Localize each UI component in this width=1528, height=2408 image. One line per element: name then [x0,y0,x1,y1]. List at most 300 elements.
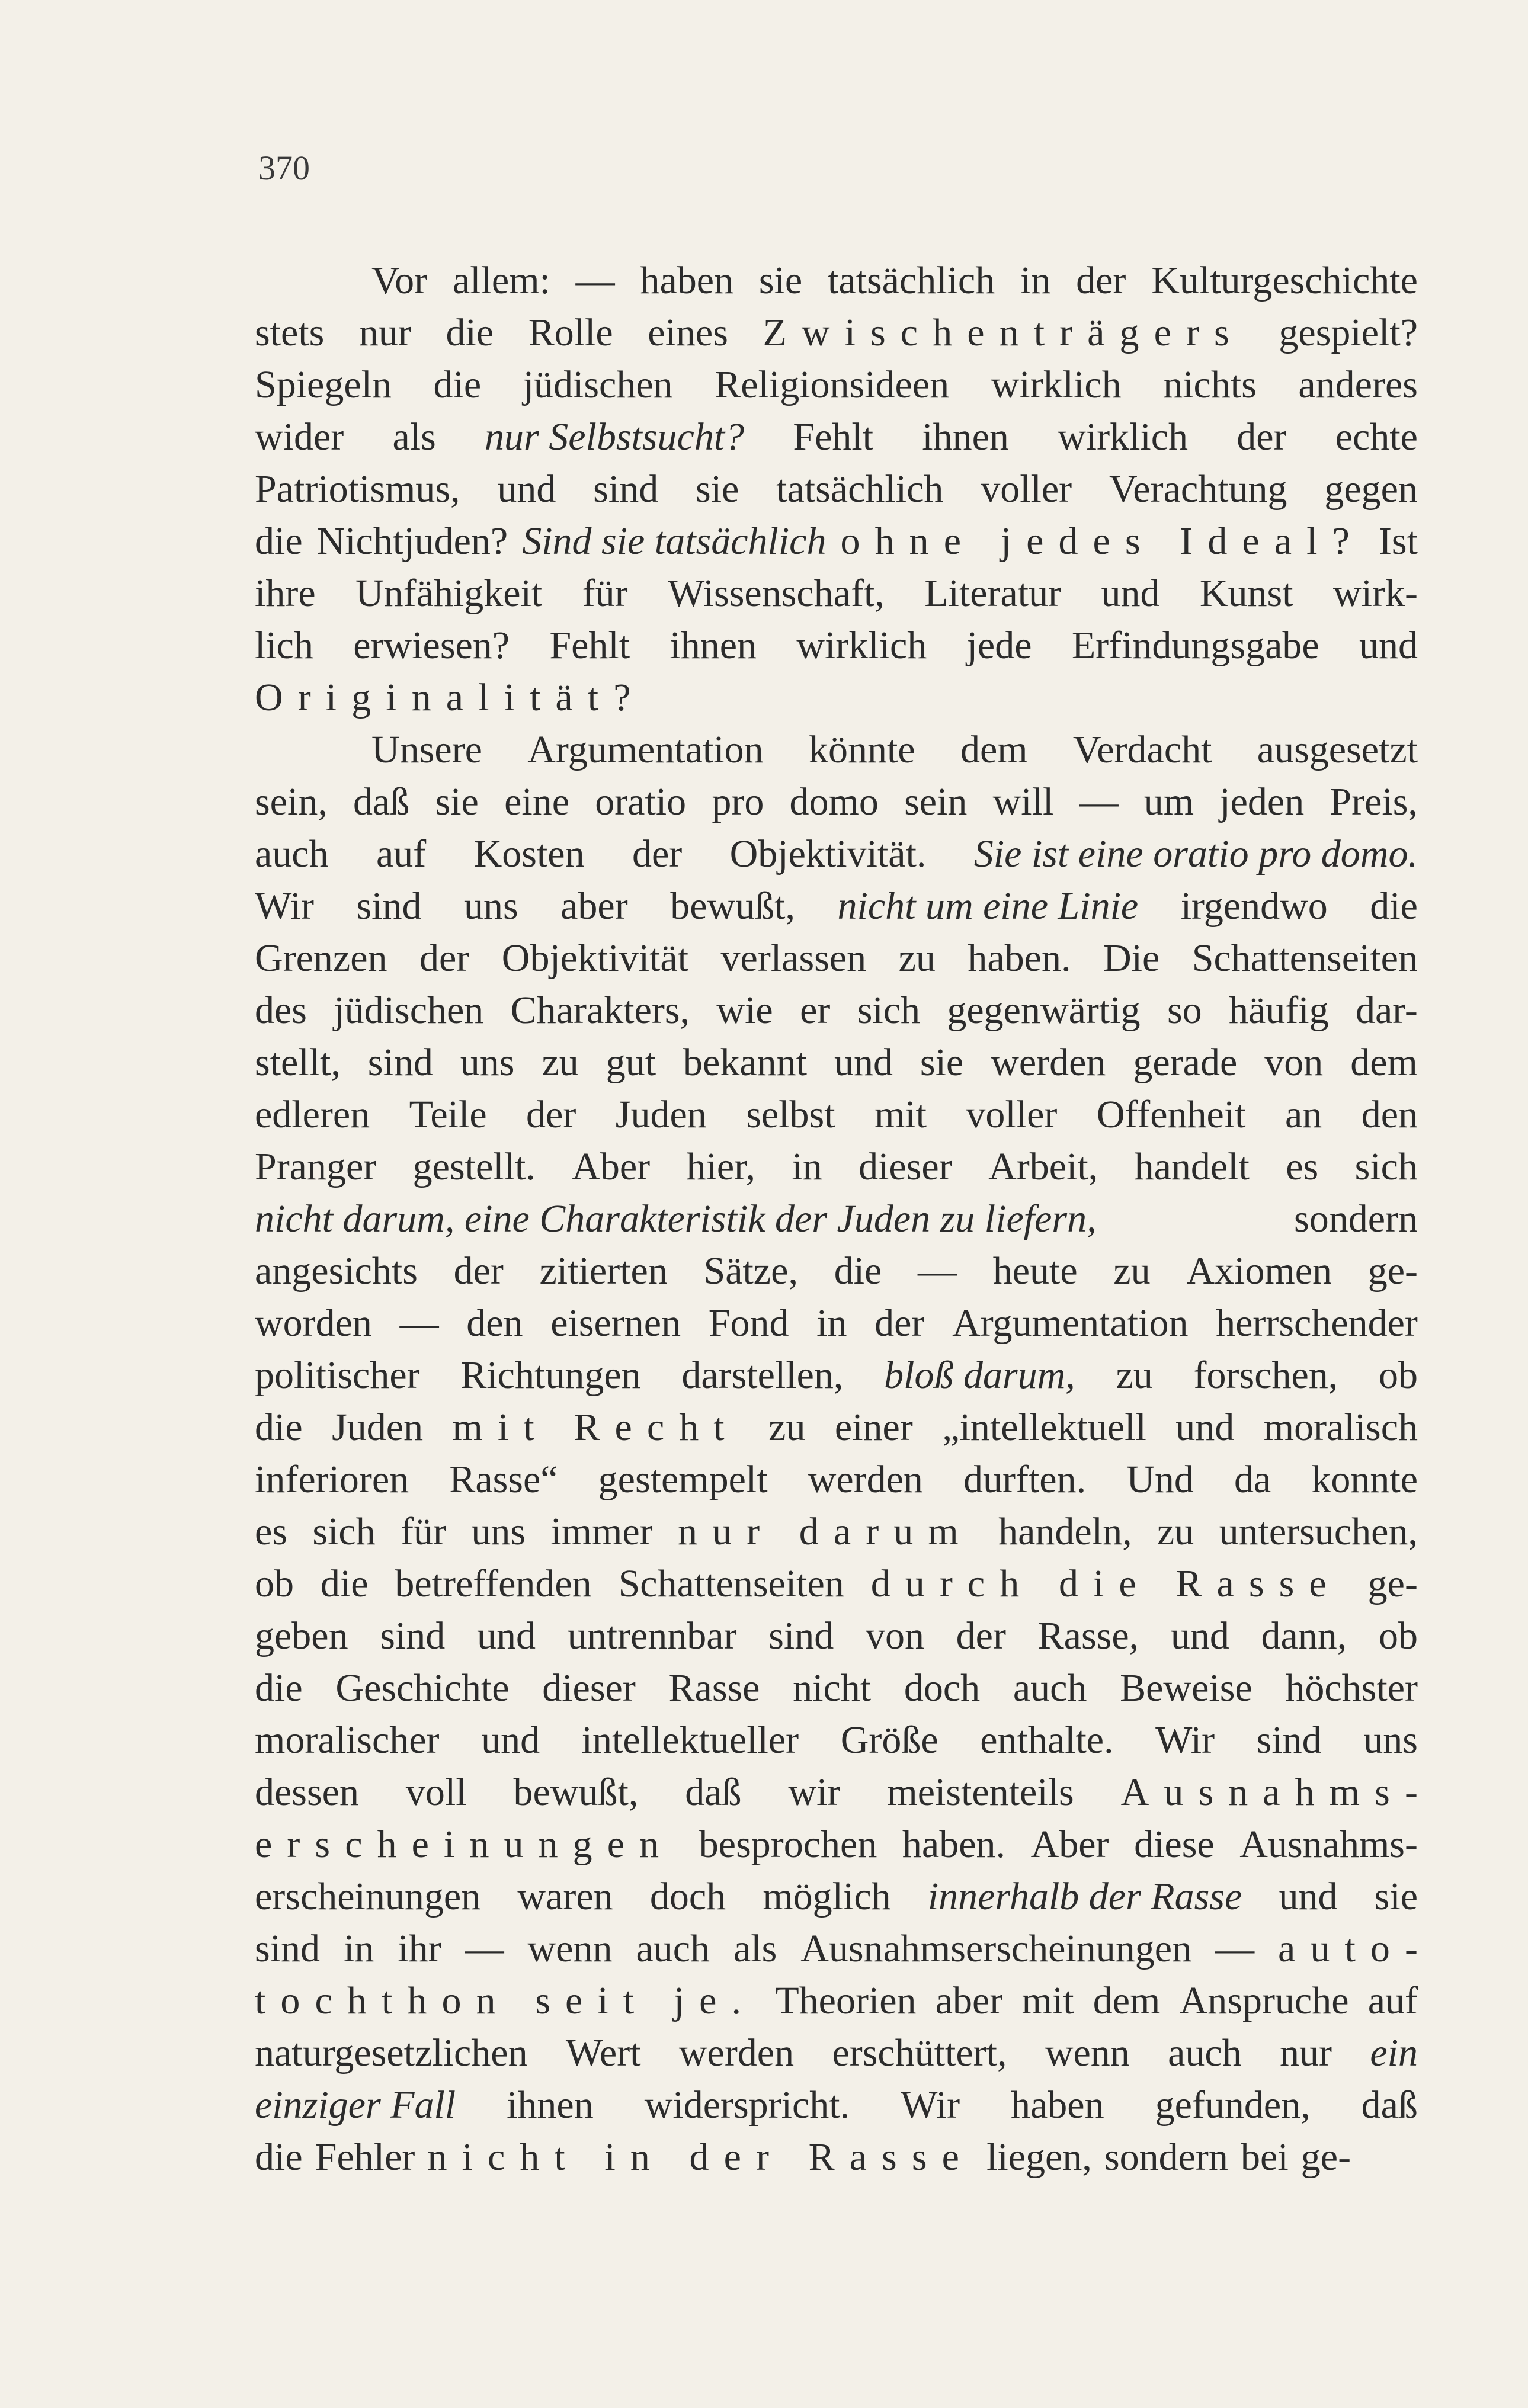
spaced-word: Ausnahms- [1120,1771,1433,1814]
word: wirklich [1058,415,1189,458]
word: Wir [901,2083,960,2127]
word: anderes [1298,363,1418,406]
word: Arbeit, [988,1145,1098,1188]
word: edleren [255,1093,370,1136]
word: erschüttert, [832,2031,1007,2074]
word: da [1234,1458,1271,1501]
word: dem [1350,1041,1418,1084]
word: ge- [1300,2136,1351,2179]
text-line [255,1714,1418,1766]
text-line [255,1037,1418,1089]
word: Geschichte [335,1666,510,1710]
word: die [320,1562,369,1605]
italic-word: innerhalb der Rasse [927,1875,1242,1918]
word: Argumentation [952,1301,1189,1345]
word: uns [471,1510,526,1553]
word: eisernen [550,1301,681,1345]
text-line [255,1766,1433,1819]
word: ge- [1367,1562,1418,1605]
spaced-word: durch die Rasse [870,1562,1341,1605]
word: und [481,1718,540,1762]
word: an [1284,1093,1322,1136]
word: forschen, [1193,1354,1338,1397]
word: allem: [452,259,550,302]
word: sich [312,1510,376,1553]
italic-word: einziger Fall [255,2083,456,2127]
word: Aber [1030,1823,1109,1866]
italic-word: Sind sie tatsächlich [522,520,827,563]
word: der [453,1249,504,1293]
text-line [255,359,1418,411]
text-line [255,932,1418,985]
word: ihr [398,1927,441,1970]
word: Fond [708,1301,789,1345]
text-line [255,1975,1418,2027]
word: wirklich [796,624,927,667]
word: der [632,832,683,876]
word: Objektivität [501,937,689,980]
word: in [816,1301,847,1345]
word: Rasse [668,1666,760,1710]
word: Fehlt [549,624,630,667]
word: doch [904,1666,981,1710]
word: oratio [595,780,687,823]
word: wie [716,989,773,1032]
word: handelt [1134,1145,1250,1188]
word: Pranger [255,1145,377,1188]
word: Rolle [528,311,613,354]
word: dessen [255,1771,359,1814]
word: diese [1134,1823,1215,1866]
text-line [255,1662,1418,1714]
word: sind [593,467,659,511]
text-line [255,1349,1418,1402]
word: und [834,1041,893,1084]
text-line [255,307,1418,359]
text-line [255,255,1418,307]
word: haben [1011,2083,1104,2127]
word: der [1237,415,1287,458]
spaced-word: auto- [1278,1927,1433,1970]
word: sich [857,989,921,1032]
word: worden [255,1301,372,1345]
word: Richtungen [460,1354,641,1397]
word: — [465,1927,504,1970]
word: domo [789,780,879,823]
spaced-word: Originalität? [255,676,646,719]
word: mit [874,1093,927,1136]
word: Patriotismus, [255,467,460,511]
word: Ausnahms- [1239,1823,1418,1866]
spaced-word: nicht in der Rasse [427,2136,974,2179]
italic-word: nicht darum, eine Charakteristik der Juden zu liefern, [255,1197,1097,1240]
word: inferioren [255,1458,409,1501]
word: eines [648,311,728,354]
word: für [401,1510,446,1553]
word: aber [935,1979,1003,2022]
body-text [255,255,1433,2183]
word: — [1079,780,1119,823]
spaced-word: tochthon seit je. [255,1979,757,2022]
word: bewußt, [670,884,795,928]
word: häufig [1229,989,1329,1032]
spaced-word: erscheinungen [255,1823,674,1866]
word: wirklich [991,363,1122,406]
word: ihnen [507,2083,594,2127]
word: haben. [968,937,1071,980]
word: ihnen [922,415,1009,458]
word: zu [768,1406,806,1449]
word: als [733,1927,777,1970]
text-line [255,1089,1418,1141]
word: Verachtung [1109,467,1287,511]
word: Verdacht [1072,728,1212,771]
word: sie [920,1041,964,1084]
word: lich [255,624,313,667]
word: so [1167,989,1202,1032]
word: Beweise [1120,1666,1252,1710]
word: dieser [542,1666,636,1710]
word: liegen, [986,2136,1092,2179]
text-line [255,411,1418,463]
word: angesichts [255,1249,418,1293]
word: Offenheit [1096,1093,1246,1136]
word: in [1020,259,1051,302]
word: Argumentation [527,728,764,771]
word: es [1286,1145,1319,1188]
word: werden [991,1041,1106,1084]
word: daß [1361,2083,1418,2127]
text-line [255,1402,1418,1454]
word: gegenwärtig [947,989,1141,1032]
word: enthalte. [980,1718,1114,1762]
word: ausgesetzt [1257,728,1418,771]
word: sich [1354,1145,1418,1188]
word: echte [1335,415,1418,458]
word: doch [649,1875,726,1918]
word: Rasse“ [449,1458,558,1501]
text-line [255,1871,1418,1923]
word: Größe [840,1718,938,1762]
text-line [255,828,1418,880]
word: gespielt? [1279,311,1418,354]
word: dar- [1355,989,1418,1032]
word: ihnen [669,624,757,667]
word: Spiegeln [255,363,392,406]
word: gestempelt [598,1458,768,1501]
word: Ist [1378,520,1418,563]
word: der [874,1301,925,1345]
text-line [255,1297,1418,1349]
word: die [1370,884,1418,928]
spaced-word: Zwischenträgers [763,311,1244,354]
word: sie [435,780,479,823]
word: sind [380,1614,446,1657]
word: Und [1126,1458,1194,1501]
word: gut [606,1041,656,1084]
word: sondern [1294,1197,1418,1240]
word: und [1170,1614,1229,1657]
word: nur [358,311,411,354]
word: uns [463,884,518,928]
word: handeln, [998,1510,1132,1553]
word: es [255,1510,287,1553]
word: sein, [255,780,328,823]
word: Wert [565,2031,641,2074]
word: ob [1379,1354,1418,1397]
word: zu [898,937,936,980]
word: hier, [686,1145,755,1188]
word: — [399,1301,439,1345]
word: widerspricht. [644,2083,850,2127]
word: moralisch [1263,1406,1418,1449]
word: Charakters, [510,989,690,1032]
word: durften. [963,1458,1087,1501]
word: voller [981,467,1072,511]
word: gegen [1324,467,1418,511]
word: Ausnahmserscheinungen [800,1927,1192,1970]
word: Die [1103,937,1160,980]
word: und [1279,1875,1338,1918]
word: der [526,1093,576,1136]
word: in [792,1145,822,1188]
word: sie [696,467,739,511]
word: — [575,259,615,302]
word: jede [966,624,1032,667]
word: voll [405,1771,467,1814]
text-line [255,2131,1418,2183]
word: von [865,1614,924,1657]
word: Nichtjuden? [316,520,508,563]
word: darstellen, [681,1354,844,1397]
word: auch [636,1927,710,1970]
word: gerade [1133,1041,1238,1084]
word: Juden [332,1406,424,1449]
spaced-word: ohne jedes Ideal? [840,520,1364,563]
text-line [255,1141,1418,1193]
text-line [255,880,1418,932]
word: Wissenschaft, [668,572,885,615]
word: erwiesen? [353,624,510,667]
word: auch [1013,1666,1087,1710]
spaced-word: nur darum [677,1510,973,1553]
word: dieser [859,1145,952,1188]
word: ob [1378,1614,1418,1657]
word: heute [992,1249,1078,1293]
word: nichts [1163,363,1257,406]
word: der [419,937,470,980]
word: mit [1021,1979,1074,2022]
page-number: 370 [258,149,310,187]
text-line [255,985,1418,1037]
word: die [446,311,494,354]
word: Schattenseiten [1191,937,1418,980]
word: Kunst [1199,572,1293,615]
word: besprochen [699,1823,877,1866]
word: untrennbar [567,1614,737,1657]
word: betreffenden [395,1562,592,1605]
word: wider [255,415,344,458]
word: wirk- [1332,572,1418,615]
word: Kulturgeschichte [1151,259,1418,302]
word: höchster [1285,1666,1418,1710]
word: auch [1168,2031,1242,2074]
word: waren [517,1875,613,1918]
word: der [956,1614,1006,1657]
word: auf [1367,1979,1418,2022]
text-line [255,1454,1418,1506]
text-line [255,776,1418,828]
text-line [255,1506,1418,1558]
italic-word: nur Selbstsucht? [485,415,745,458]
word: Grenzen [255,937,387,980]
word: naturgesetzlichen [255,2031,528,2074]
word: Unsere [371,728,482,771]
word: daß [685,1771,742,1814]
word: Fehler [315,2136,415,2179]
word: tatsächlich [776,467,944,511]
word: dann, [1261,1614,1347,1657]
word: in [343,1927,374,1970]
word: pro [712,780,764,823]
word: verlassen [720,937,867,980]
italic-word: Sie ist eine oratio pro domo. [973,832,1418,876]
word: stets [255,311,325,354]
word: Vor [371,259,428,302]
word: wenn [527,1927,613,1970]
text-line [255,1819,1418,1871]
word: voller [966,1093,1058,1136]
word: Schattenseiten [618,1562,844,1605]
word: und [1359,624,1418,667]
word: sondern [1104,2136,1228,2179]
text-line [255,724,1418,776]
italic-word: nicht um eine Linie [837,884,1139,928]
text-line [255,1245,1418,1297]
word: Axiomen [1186,1249,1332,1293]
word: — [1215,1927,1255,1970]
italic-word: ein [1370,2031,1418,2074]
word: um [1143,780,1194,823]
word: dem [960,728,1028,771]
word: die [255,1406,303,1449]
word: den [466,1301,523,1345]
word: selbst [746,1093,835,1136]
word: sie [1374,1875,1418,1918]
word: intellektueller [581,1718,799,1762]
word: auch [255,832,329,876]
word: haben. [902,1823,1006,1866]
text-line [255,1193,1418,1245]
word: und [477,1614,536,1657]
word: jeden [1219,780,1305,823]
word: der [1076,259,1126,302]
word: Preis, [1330,780,1418,823]
word: „intellektuell [942,1406,1146,1449]
word: Literatur [924,572,1062,615]
word: — [918,1249,957,1293]
word: die [255,520,303,563]
word: bei [1241,2136,1289,2179]
word: ge- [1367,1249,1418,1293]
word: und [497,467,556,511]
word: von [1264,1041,1324,1084]
italic-word: bloß darum, [884,1354,1075,1397]
word: den [1361,1093,1418,1136]
word: eine [504,780,569,823]
word: die [834,1249,882,1293]
spaced-word: mit Recht [452,1406,739,1449]
word: sind [768,1614,834,1657]
word: haben [640,259,734,302]
word: irgendwo [1180,884,1328,928]
word: sind [255,1927,321,1970]
word: zu [1113,1249,1151,1293]
word: sind [367,1041,433,1084]
word: Sätze, [703,1249,798,1293]
word: bekannt [683,1041,807,1084]
text-line [255,1558,1418,1610]
word: nur [1280,2031,1332,2074]
word: dem [1093,1979,1161,2022]
word: politischer [255,1354,420,1397]
word: sind [1256,1718,1322,1762]
word: auf [376,832,427,876]
word: bewußt, [513,1771,639,1814]
word: zu [1116,1354,1153,1397]
word: und [1175,1406,1235,1449]
word: könnte [808,728,915,771]
word: wenn [1045,2031,1130,2074]
word: die [255,2136,303,2179]
word: Religionsideen [715,363,950,406]
word: erscheinungen [255,1875,481,1918]
word: Wir [1155,1718,1215,1762]
word: und [1101,572,1160,615]
word: Aber [572,1145,651,1188]
word: einer [834,1406,913,1449]
word: konnte [1311,1458,1418,1501]
word: stellt, [255,1041,341,1084]
word: des [255,989,307,1032]
word: werden [678,2031,795,2074]
word: meistenteils [887,1771,1074,1814]
word: uns [460,1041,515,1084]
word: moralischer [255,1718,440,1762]
word: sie [758,259,803,302]
word: als [392,415,436,458]
word: Erfindungsgabe [1071,624,1319,667]
word: immer [550,1510,653,1553]
text-line [255,672,1418,724]
word: die [433,363,482,406]
word: Rasse, [1037,1614,1139,1657]
word: Unfähigkeit [355,572,543,615]
word: gefunden, [1155,2083,1311,2127]
text-line [255,1610,1418,1662]
word: uns [1363,1718,1418,1762]
word: Teile [409,1093,487,1136]
text-line [255,620,1418,672]
word: zu [542,1041,579,1084]
word: untersuchen, [1219,1510,1418,1553]
word: jüdischen [523,363,673,406]
word: er [800,989,831,1032]
word: werden [808,1458,923,1501]
word: für [582,572,628,615]
word: zu [1157,1510,1194,1553]
word: herrschender [1216,1301,1418,1345]
